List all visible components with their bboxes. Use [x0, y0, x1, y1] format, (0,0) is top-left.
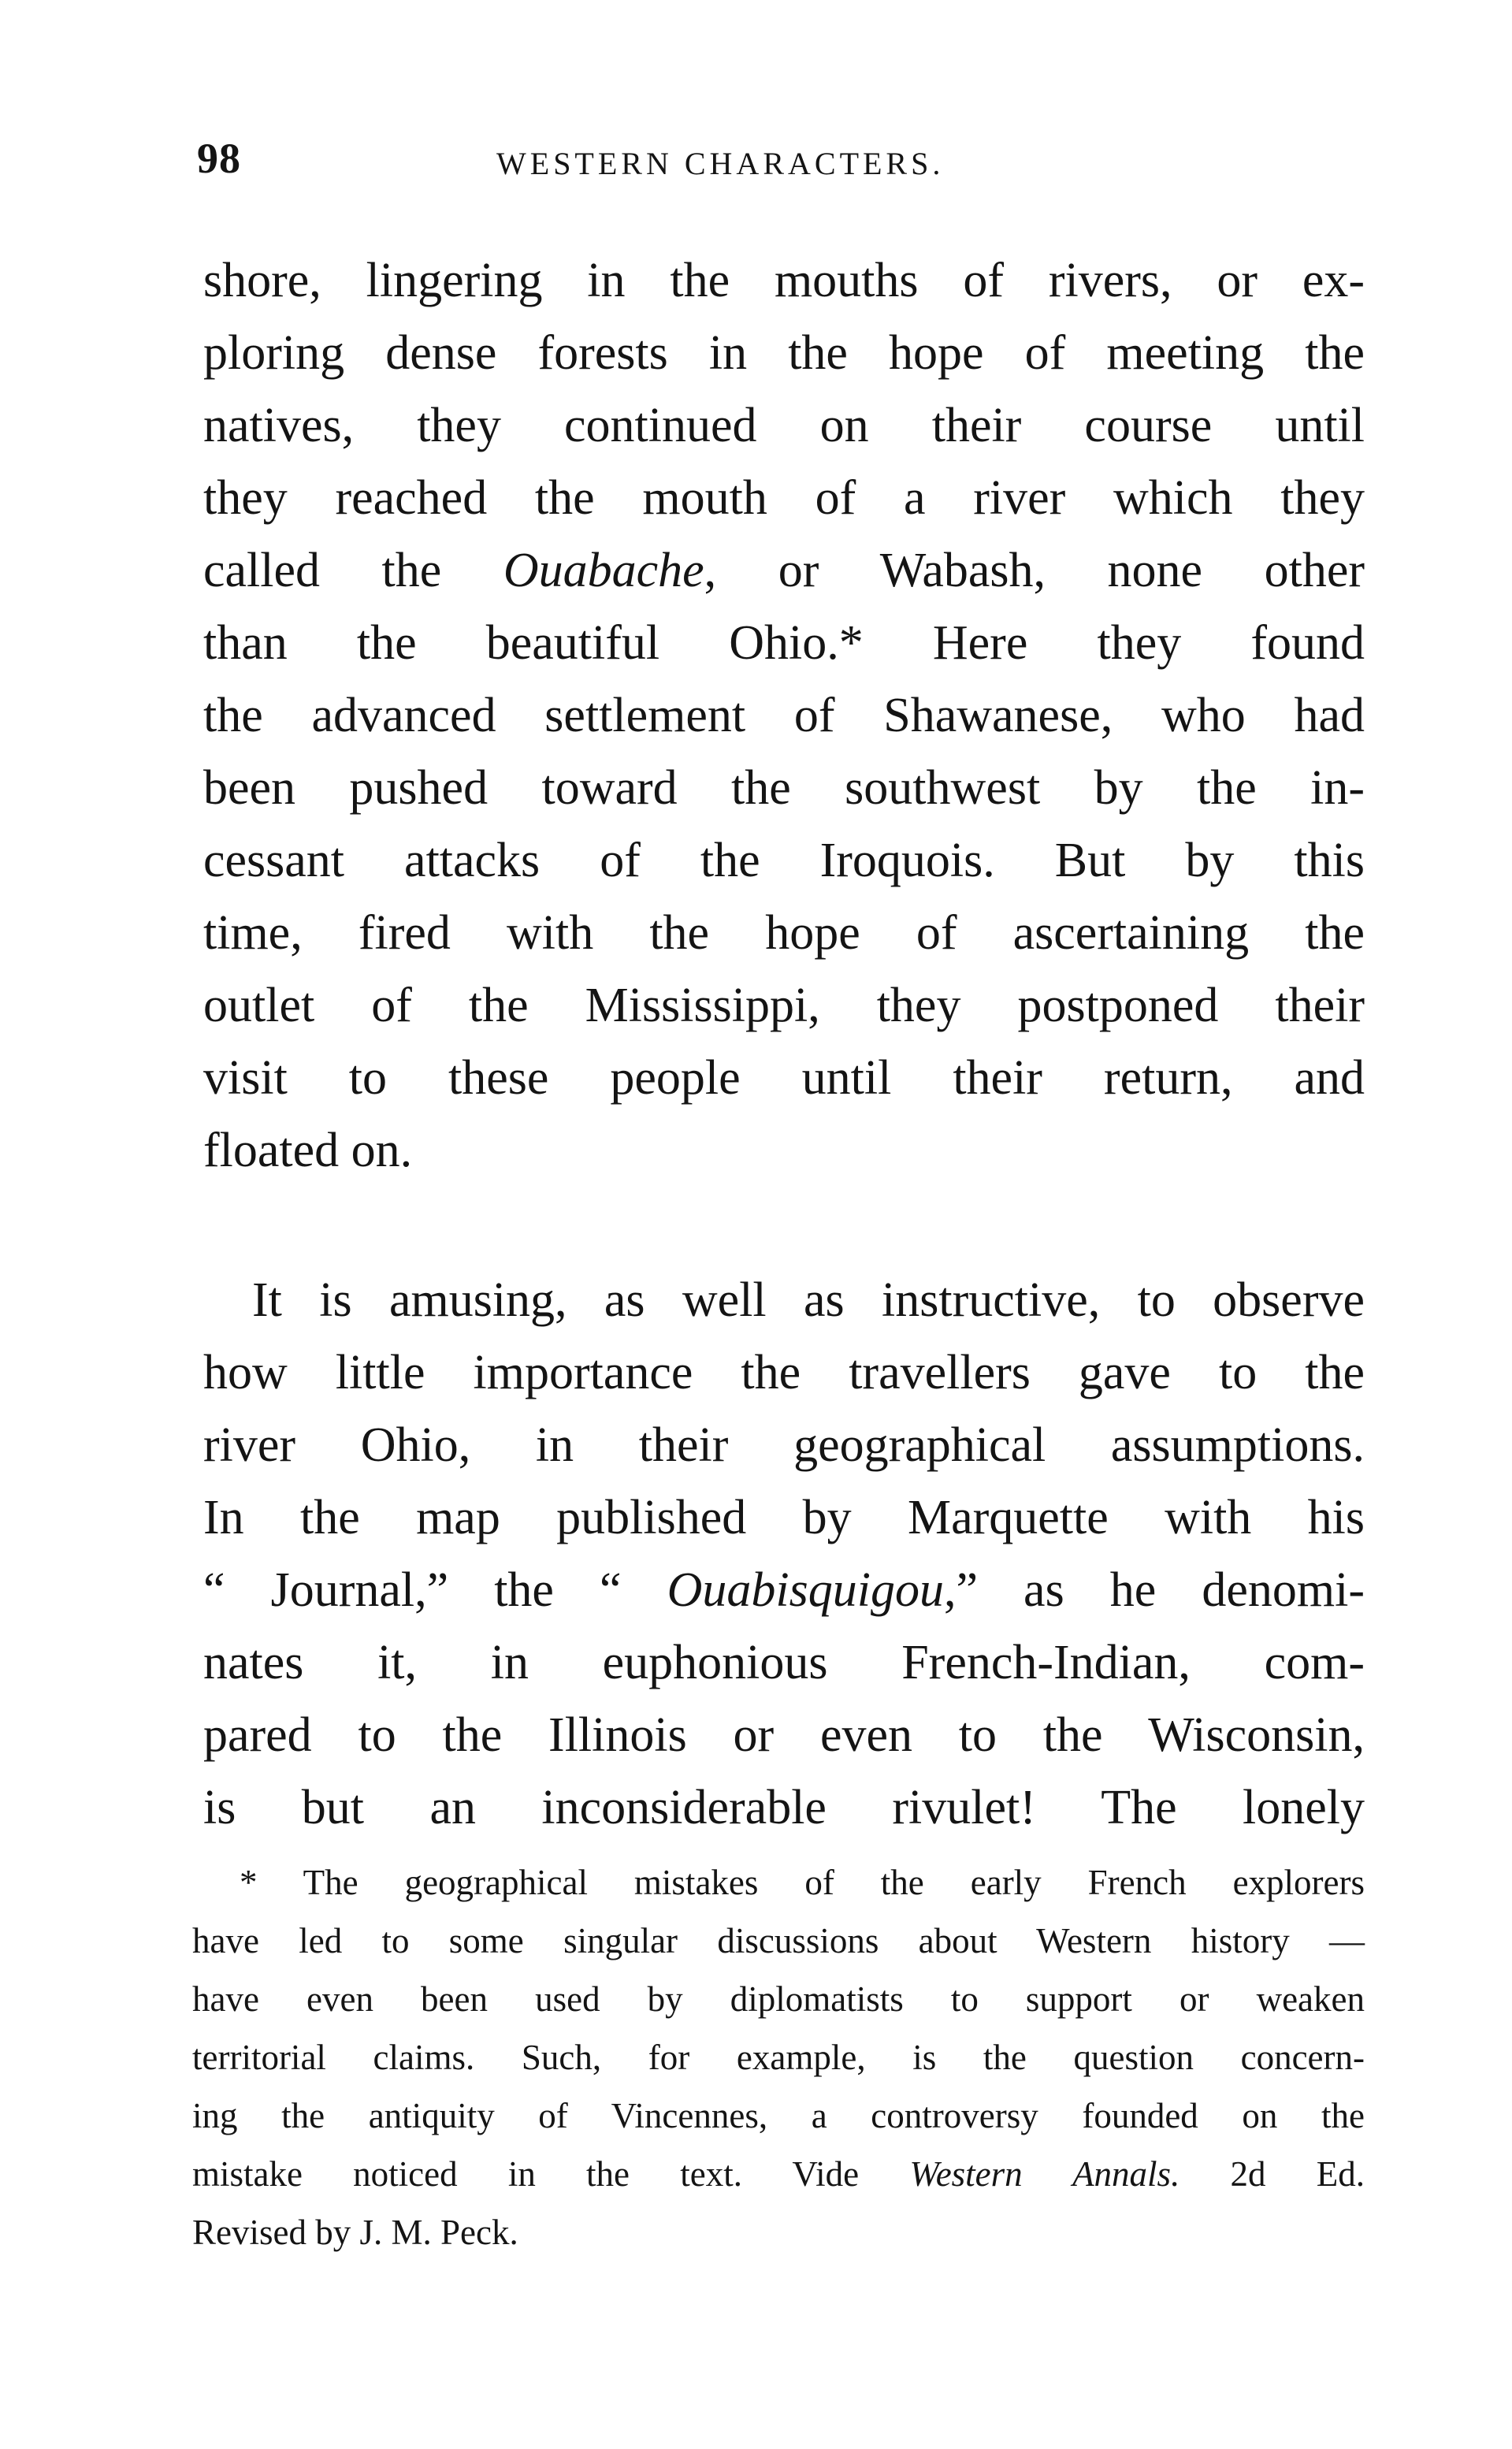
text-line: In the map published by Marquette with his — [203, 1491, 1365, 1544]
running-head — [197, 134, 1371, 197]
text-line: shore, lingering in the mouths of rivers, or ex- — [203, 254, 1365, 307]
text-line: nates it, in euphonious French-Indian, com- — [203, 1636, 1365, 1689]
text-line: visit to these people until their return, and — [203, 1051, 1365, 1105]
text-line — [203, 534, 1365, 607]
text-line: time, fired with the hope of ascertaining the — [203, 906, 1365, 960]
paragraph-2 — [203, 1264, 1365, 1844]
text-fragment: 2d Ed. — [1180, 2154, 1365, 2194]
text-line: It is amusing, as well as instructive, to observe — [252, 1273, 1365, 1327]
text-line: natives, they continued on their course until — [203, 399, 1365, 452]
text-line: floated on. — [203, 1124, 413, 1177]
text-line: than the beautiful Ohio.* Here they found — [203, 616, 1365, 670]
footnote-line: ing the antiquity of Vincennes, a controversy founded on the — [192, 2096, 1365, 2135]
text-line: is but an inconsiderable rivulet! The lonely — [203, 1781, 1365, 1834]
text-line: the advanced settlement of Shawanese, who had — [203, 689, 1365, 742]
text-line: pared to the Illinois or even to the Wisconsin, — [203, 1708, 1365, 1762]
text-line: outlet of the Mississippi, they postponed their — [203, 979, 1365, 1032]
running-title: WESTERN CHARACTERS. — [496, 146, 945, 181]
footnote-line: have even been used by diplomatists to support or weaken — [192, 1979, 1365, 2019]
footnote-line — [192, 2145, 1365, 2203]
text-line — [203, 1554, 1365, 1626]
text-line: ploring dense forests in the hope of meeting the — [203, 326, 1365, 380]
footnote-line: territorial claims. Such, for example, is the question concern- — [192, 2038, 1365, 2077]
italic-term: Ouabache — [503, 544, 704, 597]
footnote — [192, 1853, 1365, 2261]
text-fragment: called the — [203, 544, 503, 597]
text-line: cessant attacks of the Iroquois. But by this — [203, 834, 1365, 887]
footnote-line: Revised by J. M. Peck. — [192, 2213, 518, 2252]
text-line: they reached the mouth of a river which they — [203, 471, 1365, 525]
italic-term: Ouabisquigou — [667, 1563, 944, 1617]
footnote-line: have led to some singular discussions about Western history — — [192, 1921, 1365, 1960]
text-fragment: ,” as he denomi- — [943, 1563, 1365, 1617]
text-fragment: “ Journal,” the “ — [203, 1563, 667, 1617]
page-number: 98 — [197, 135, 241, 182]
paragraph-1 — [203, 244, 1365, 1187]
italic-title: Western Annals. — [909, 2154, 1180, 2194]
text-fragment: mistake noticed in the text. Vide — [192, 2154, 910, 2194]
footnote-line: * The geographical mistakes of the early French explorers — [240, 1863, 1365, 1902]
text-line: river Ohio, in their geographical assumptions. — [203, 1418, 1365, 1472]
text-line: how little importance the travellers gave to the — [203, 1346, 1365, 1399]
text-fragment: , or Wabash, none other — [704, 544, 1365, 597]
text-line: been pushed toward the southwest by the in- — [203, 761, 1365, 815]
